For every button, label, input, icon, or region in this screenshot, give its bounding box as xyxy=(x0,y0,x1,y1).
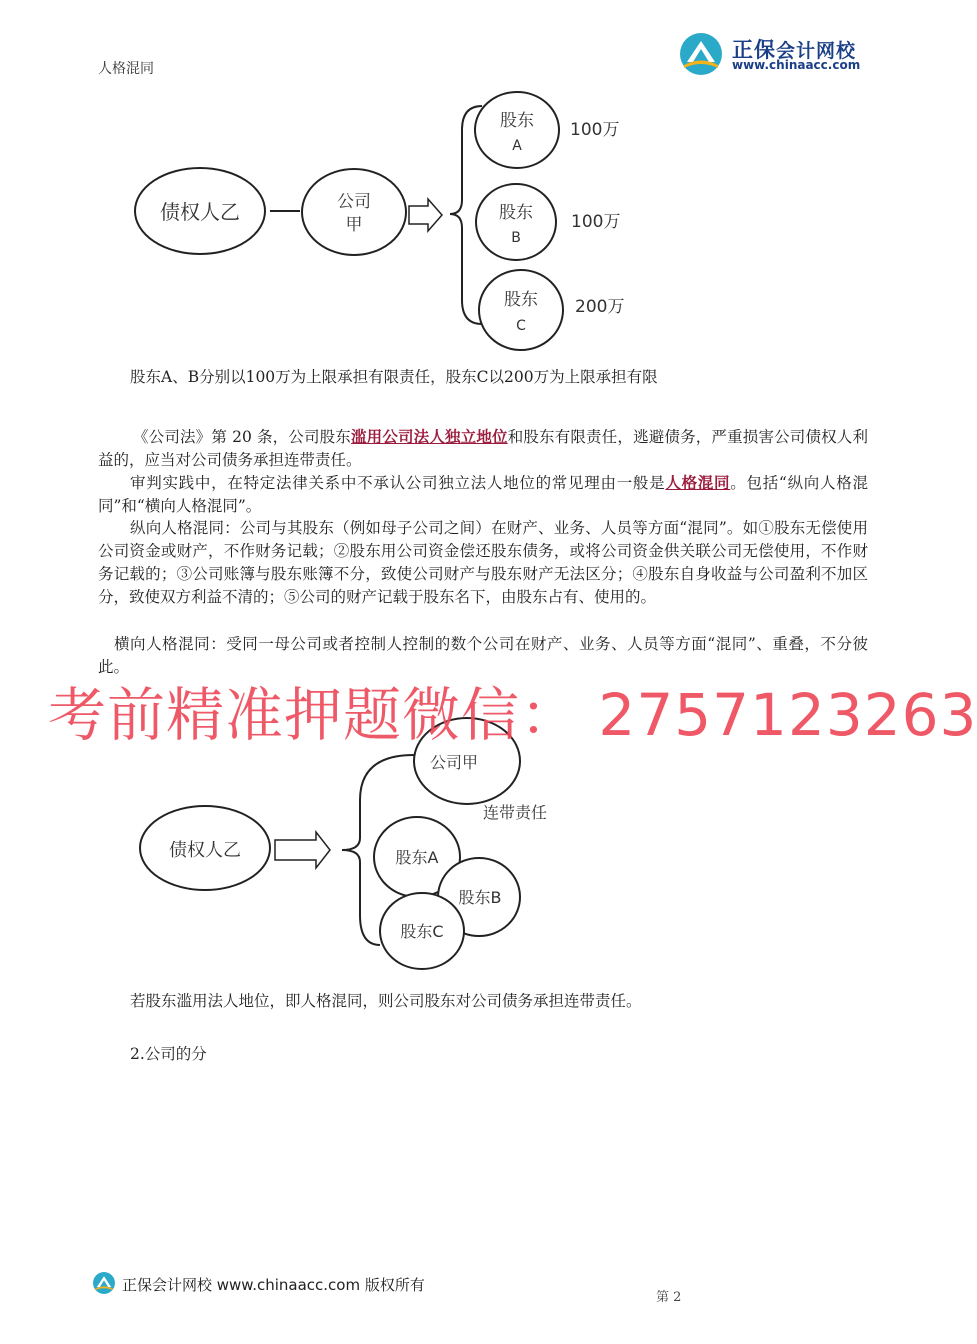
footer-logo-icon xyxy=(92,1271,116,1295)
shareholder-b-label-2b: 股东B xyxy=(458,888,502,907)
company-label-2b: 公司甲 xyxy=(429,753,479,772)
liability-label: 连带责任 xyxy=(483,803,548,822)
cut-heading: 2.公司的分 xyxy=(130,1045,207,1063)
footer-copyright: 正保会计网校 www.chinaacc.com 版权所有 xyxy=(122,1276,425,1294)
highlight-abuse: 滥用公司法人独立地位 xyxy=(350,427,508,446)
shareholder-a-label-1: 股东 xyxy=(500,111,534,131)
shareholder-c-label-2b: 股东C xyxy=(400,922,444,941)
paragraph-article-20: 《公司法》第 20 条，公司股东滥用公司法人独立地位和股东有限责任，逃避债务，严重损害公司债权人利益的，应当对公司债务承担连带责任。 xyxy=(98,427,868,469)
diagram2-cut-caption: 若股东滥用法人地位，即人格混同，则公司股东对公司债务承担连带责任。 xyxy=(130,992,642,1010)
company-label-1: 公司 xyxy=(337,192,371,212)
shareholder-b-label-2: B xyxy=(511,230,521,246)
shareholder-b-label-1: 股东 xyxy=(499,203,533,223)
brand-url: www.chinaacc.com xyxy=(732,58,861,72)
diagram1-cut-caption: 股东A、B分别以100万为上限承担有限责任，股东C以200万为上限承担有限 xyxy=(130,368,658,386)
shareholder-a-label-2: A xyxy=(512,138,522,154)
cut-top-line: 人格混同 xyxy=(98,61,154,77)
paragraph-horizontal-confusion: 横向人格混同：受同一母公司或者控制人控制的数个公司在财产、业务、人员等方面“混同”、重叠，不分彼此。 xyxy=(98,635,868,676)
shareholder-b-amount: 100万 xyxy=(571,212,621,232)
brand-name: 正保会计网校 xyxy=(732,38,857,62)
creditor-label: 债权人乙 xyxy=(160,200,240,224)
shareholder-a-amount: 100万 xyxy=(570,120,620,140)
shareholder-c-label-1: 股东 xyxy=(504,290,538,310)
highlight-confusion: 人格混同 xyxy=(665,473,731,492)
shareholder-c-label-2: C xyxy=(516,318,526,334)
company-label-2: 甲 xyxy=(345,215,363,235)
shareholder-a-label-2b: 股东A xyxy=(395,848,439,867)
creditor-label-2: 债权人乙 xyxy=(169,840,241,861)
paragraph-personality-confusion: 审判实践中，在特定法律关系中不承认公司独立法人地位的常见理由一般是人格混同。包括“纵向人格混同”和“横向人格混同”。 xyxy=(98,473,868,515)
watermark-text: 考前精准押题微信： 2757123263 xyxy=(48,681,977,749)
paragraph-vertical-confusion: 纵向人格混同：公司与其股东（例如母子公司之间）在财产、业务、人员等方面“混同”。如①股东无偿使用公司资金或财产，不作财务记载；②股东用公司资金偿还股东债务，或将公司资金供关联公司无偿使用，不作财务记载的；③公司账簿与股东账簿不分，致使公司财产与股东财产无法区分；④股东自身收益与公司盈利不加区分，致使双方利益不清的；⑤公司的财产记载于股东名下，由股东占有、使用的。 xyxy=(98,519,868,606)
shareholder-c-amount: 200万 xyxy=(575,297,625,317)
arrow-right-2 xyxy=(275,832,330,868)
page-number: 第 2 xyxy=(656,1290,682,1305)
